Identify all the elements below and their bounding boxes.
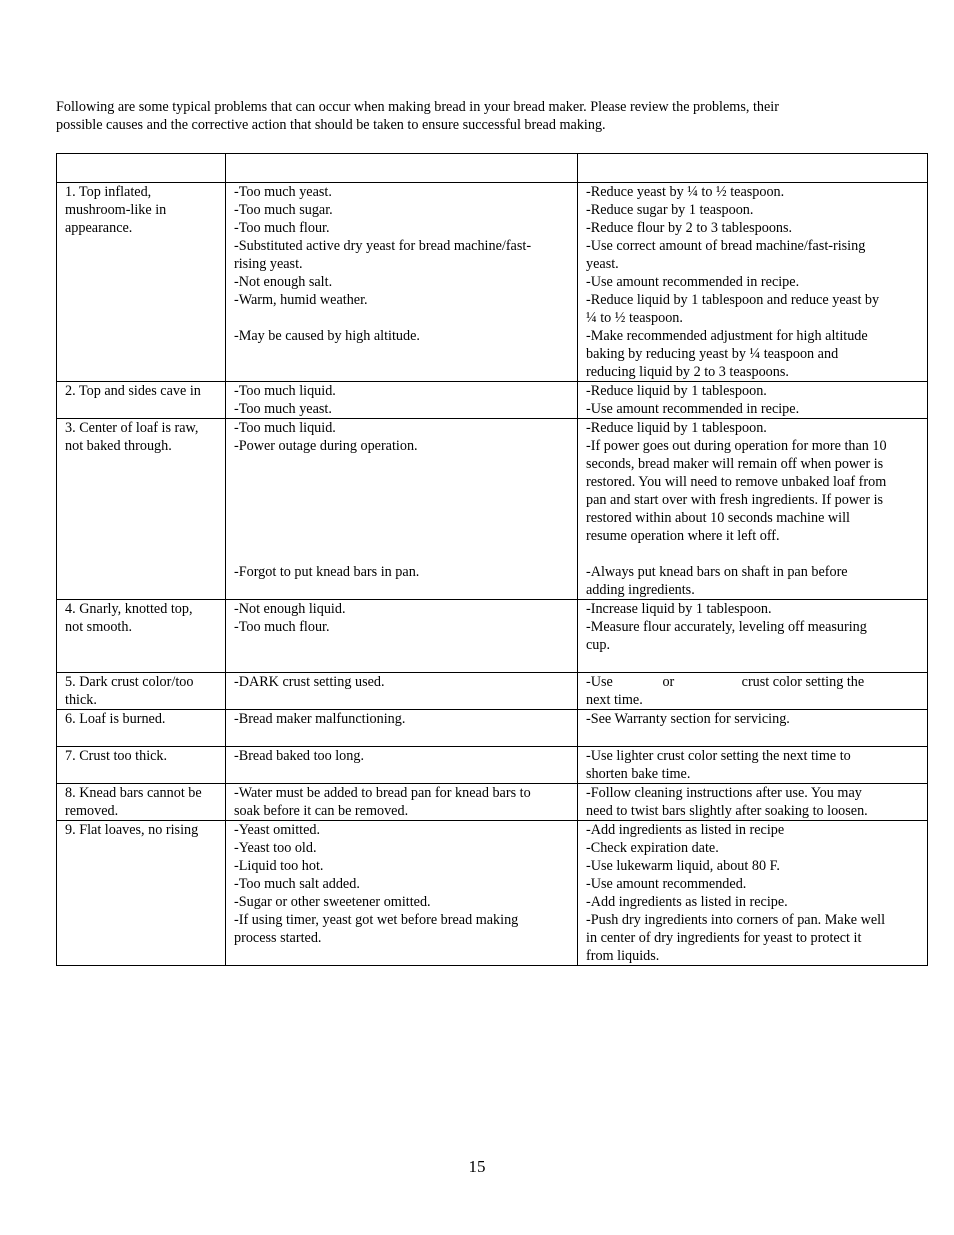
cell-text-line: need to twist bars slightly after soaking to loosen.: [586, 803, 868, 819]
cell-text-line: pan and start over with fresh ingredients. If power is: [586, 492, 884, 508]
action-cell: [578, 673, 928, 710]
cell-text-line: soak before it can be removed.: [234, 803, 409, 819]
blank-line: [234, 455, 571, 473]
cell-text-line: 5. Dark crust color/too: [65, 674, 194, 690]
problem-cell: [57, 382, 226, 419]
cell-text-line: -Reduce sugar by 1 teaspoon.: [586, 202, 754, 218]
cell-text-line: -Push dry ingredients into corners of pan. Make well: [586, 912, 886, 928]
table-row: [57, 710, 928, 747]
action-cell: [578, 419, 928, 600]
cell-text-line: -Not enough salt.: [234, 274, 333, 290]
cell-text-line: -Add ingredients as listed in recipe: [586, 822, 785, 838]
cell-text-line: -May be caused by high altitude.: [234, 328, 420, 344]
cell-text-line: -Forgot to put knead bars in pan.: [234, 564, 420, 580]
cell-text-line: not baked through.: [65, 438, 172, 454]
cause-cell: [226, 673, 578, 710]
cell-text-line: -Too much salt added.: [234, 876, 360, 892]
cell-text-line: -Too much yeast.: [234, 184, 332, 200]
cell-text-line: adding ingredients.: [586, 582, 695, 598]
cell-text-line: -Yeast omitted.: [234, 822, 321, 838]
cell-text-line: -Reduce liquid by 1 tablespoon.: [586, 383, 767, 399]
cell-text-line: -Use lukewarm liquid, about 80 F.: [586, 858, 780, 874]
cell-text-line: 6. Loaf is burned.: [65, 711, 166, 727]
cause-cell: [226, 784, 578, 821]
cause-cell: [226, 183, 578, 382]
cell-text-line: -Too much yeast.: [234, 401, 332, 417]
blank-line: [586, 728, 921, 746]
cell-text-line: -Reduce liquid by 1 tablespoon.: [586, 420, 767, 436]
cell-text-line: restored within about 10 seconds machine will: [586, 510, 850, 526]
table-row: [57, 600, 928, 673]
cell-text-line: -Bread baked too long.: [234, 748, 365, 764]
blank-line: [234, 545, 571, 563]
cell-text-line: next time.: [586, 692, 643, 708]
cell-text-line: 3. Center of loaf is raw,: [65, 420, 199, 436]
cell-text-line: 9. Flat loaves, no rising: [65, 822, 199, 838]
blank-line: [234, 491, 571, 509]
cell-text-line: thick.: [65, 692, 97, 708]
cell-text-line: process started.: [234, 930, 322, 946]
cell-text-line: -Warm, humid weather.: [234, 292, 368, 308]
problem-cell: [57, 747, 226, 784]
cell-text-line: -Add ingredients as listed in recipe.: [586, 894, 788, 910]
cell-text-line: -Use lighter crust color setting the next time to: [586, 748, 851, 764]
cell-text-line: -Power outage during operation.: [234, 438, 418, 454]
problem-cell: [57, 784, 226, 821]
blank-line: [586, 545, 921, 563]
cell-text-line: -Always put knead bars on shaft in pan before: [586, 564, 848, 580]
cell-text-line: 1. Top inflated,: [65, 184, 152, 200]
blank-line: [234, 309, 571, 327]
header-cell-problem: [57, 154, 226, 183]
cell-text-line: mushroom-like in: [65, 202, 167, 218]
cell-text-line: 8. Knead bars cannot be: [65, 785, 202, 801]
table-row: [57, 183, 928, 382]
cause-cell: [226, 747, 578, 784]
cell-text-line: -Liquid too hot.: [234, 858, 324, 874]
cell-text-line: 7. Crust too thick.: [65, 748, 168, 764]
header-cell-action: [578, 154, 928, 183]
cell-text-line: -Bread maker malfunctioning.: [234, 711, 406, 727]
cell-text-line: -Substituted active dry yeast for bread machine/fast-: [234, 238, 532, 254]
cause-cell: [226, 419, 578, 600]
cell-text-line: -Too much flour.: [234, 220, 330, 236]
table-row: [57, 382, 928, 419]
cell-text-line: -Check expiration date.: [586, 840, 719, 856]
table-row: [57, 673, 928, 710]
problem-cell: [57, 183, 226, 382]
troubleshooting-table-body: [57, 154, 928, 966]
blank-line: [586, 654, 921, 672]
cell-text-line: -Yeast too old.: [234, 840, 317, 856]
cell-text-line: yeast.: [586, 256, 619, 272]
cell-text-line: -Not enough liquid.: [234, 601, 346, 617]
cell-text-line: -Use amount recommended in recipe.: [586, 401, 800, 417]
intro-line-1: Following are some typical problems that can occur when making bread in your bread maker. Please review the problems, their: [56, 99, 779, 115]
intro-paragraph: [56, 98, 886, 134]
cause-cell: [226, 710, 578, 747]
cell-text-line: reducing liquid by 2 to 3 teaspoons.: [586, 364, 789, 380]
cell-text-line: -Too much liquid.: [234, 420, 336, 436]
table-row: [57, 747, 928, 784]
problem-cell: [57, 710, 226, 747]
cell-text-line: -Make recommended adjustment for high altitude: [586, 328, 868, 344]
cell-text-line: rising yeast.: [234, 256, 303, 272]
blank-line: [234, 527, 571, 545]
cell-text-line: restored. You will need to remove unbaked loaf from: [586, 474, 887, 490]
action-cell: [578, 747, 928, 784]
action-cell: [578, 784, 928, 821]
cell-text-line: -Water must be added to bread pan for knead bars to: [234, 785, 531, 801]
troubleshooting-table: [56, 153, 928, 966]
intro-line-2: possible causes and the corrective action that should be taken to ensure successful bread making.: [56, 117, 606, 133]
table-row: [57, 821, 928, 966]
action-cell: [578, 183, 928, 382]
cell-text-line: -Sugar or other sweetener omitted.: [234, 894, 431, 910]
cell-text-line: from liquids.: [586, 948, 660, 964]
cell-text-line: baking by reducing yeast by ¼ teaspoon and: [586, 346, 839, 362]
cell-text-line: -Reduce flour by 2 to 3 tablespoons.: [586, 220, 793, 236]
cell-text-line: cup.: [586, 637, 611, 653]
table-row: [57, 419, 928, 600]
header-cell-cause: [226, 154, 578, 183]
cell-text-line: -Too much liquid.: [234, 383, 336, 399]
cell-text-line: removed.: [65, 803, 119, 819]
cell-text-line: -Increase liquid by 1 tablespoon.: [586, 601, 772, 617]
cell-text-line: not smooth.: [65, 619, 133, 635]
cell-text-line: shorten bake time.: [586, 766, 691, 782]
cell-text-line: seconds, bread maker will remain off when power is: [586, 456, 884, 472]
cell-text-line: ¼ to ½ teaspoon.: [586, 310, 683, 326]
blank-line: [234, 473, 571, 491]
cell-text-line: -Reduce liquid by 1 tablespoon and reduce yeast by: [586, 292, 880, 308]
cell-text-line: resume operation where it left off.: [586, 528, 780, 544]
table-header-row: [57, 154, 928, 183]
cell-text-line: -Use amount recommended.: [586, 876, 747, 892]
cell-text-line: -See Warranty section for servicing.: [586, 711, 790, 727]
cell-text-line: -Too much sugar.: [234, 202, 333, 218]
cell-text-line: -Measure flour accurately, leveling off measuring: [586, 619, 867, 635]
cell-text-line: -Follow cleaning instructions after use. You may: [586, 785, 862, 801]
blank-line: [234, 509, 571, 527]
table-row: [57, 784, 928, 821]
cell-text-line: in center of dry ingredients for yeast to protect it: [586, 930, 862, 946]
action-cell: [578, 600, 928, 673]
problem-cell: [57, 821, 226, 966]
cell-text-line: -Use or crust color setting the: [586, 674, 865, 690]
problem-cell: [57, 600, 226, 673]
cause-cell: [226, 382, 578, 419]
cell-text-line: -Reduce yeast by ¼ to ½ teaspoon.: [586, 184, 785, 200]
cause-cell: [226, 821, 578, 966]
cause-cell: [226, 600, 578, 673]
cell-text-line: -If power goes out during operation for more than 10: [586, 438, 887, 454]
cell-text-line: -Use correct amount of bread machine/fast-rising: [586, 238, 866, 254]
cell-text-line: -Too much flour.: [234, 619, 330, 635]
action-cell: [578, 710, 928, 747]
action-cell: [578, 382, 928, 419]
cell-text-line: -If using timer, yeast got wet before bread making: [234, 912, 519, 928]
cell-text-line: 2. Top and sides cave in: [65, 383, 201, 399]
problem-cell: [57, 673, 226, 710]
cell-text-line: -DARK crust setting used.: [234, 674, 385, 690]
page-number: 15: [468, 1157, 486, 1176]
cell-text-line: appearance.: [65, 220, 133, 236]
cell-text-line: -Use amount recommended in recipe.: [586, 274, 800, 290]
action-cell: [578, 821, 928, 966]
problem-cell: [57, 419, 226, 600]
cell-text-line: 4. Gnarly, knotted top,: [65, 601, 193, 617]
